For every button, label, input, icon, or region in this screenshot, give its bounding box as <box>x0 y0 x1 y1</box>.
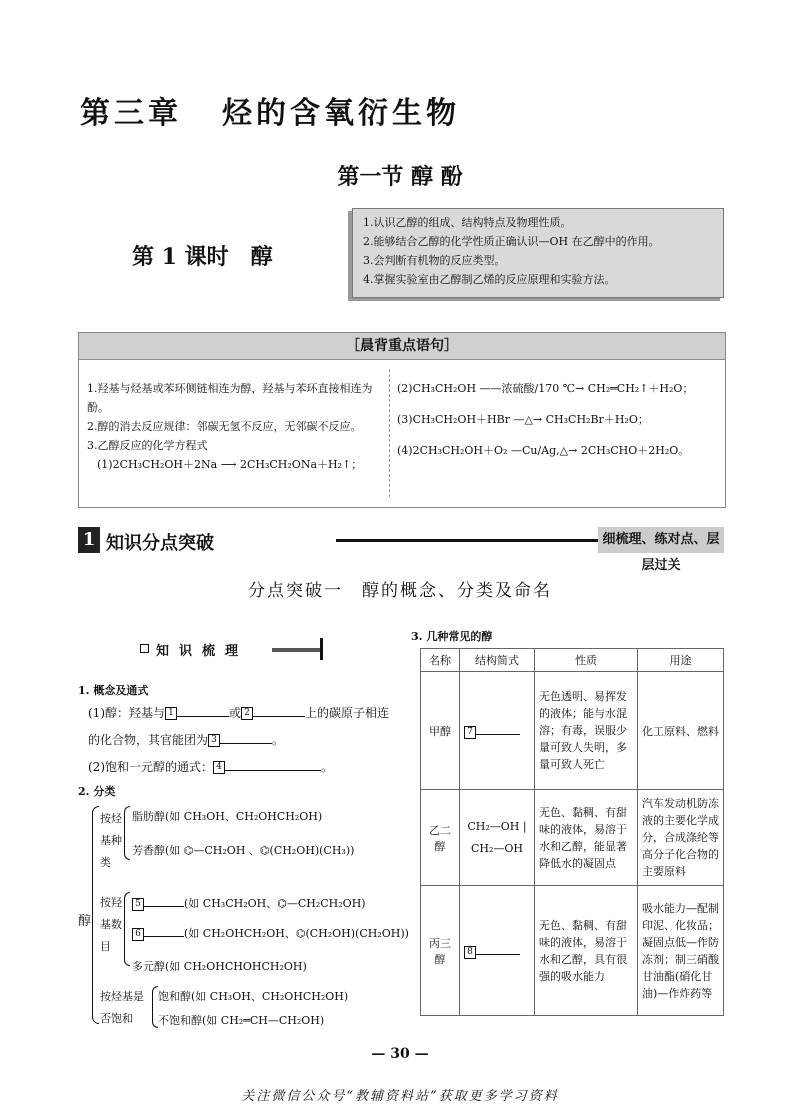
recite-line: 3.乙醇反应的化学方程式 <box>87 439 208 452</box>
tree-item: 饱和醇(如 CH₃OH、CH₂OHCH₂OH) <box>158 990 349 1003</box>
text: 上的碳原子相连 <box>305 706 390 720</box>
cell-prop: 无色透明、易挥发的液体；能与水混溶；有毒，误服少量可致人失明，多量可致人死亡 <box>535 672 638 790</box>
classification-tree <box>78 800 408 1045</box>
blank-number: 3 <box>208 734 220 747</box>
lesson-title: 第 1 课时 醇 <box>132 244 273 270</box>
text: 或 <box>229 706 242 720</box>
table-heading: 3. 几种常见的醇 <box>411 630 493 643</box>
text: (如 CH₂OHCH₂OH、⌬(CH₂OH)(CH₂OH)) <box>184 927 409 940</box>
square-icon <box>140 644 149 653</box>
cell-name: 乙二醇 <box>421 790 460 886</box>
tree-item: 芳香醇(如 ⌬—CH₂OH 、⌬(CH₂OH)(CH₃)) <box>132 844 355 857</box>
col-header: 性质 <box>535 649 638 672</box>
recite-line: 2.醇的消去反应规律：邻碳无氢不反应，无邻碳不反应。 <box>87 420 362 433</box>
answer-blank[interactable] <box>225 758 321 771</box>
text: 的化合物，其官能团为 <box>88 733 209 747</box>
alcohol-table <box>420 648 724 1016</box>
brace <box>124 806 130 860</box>
blank-number: 7 <box>464 726 476 739</box>
tree-root: 醇 <box>78 914 92 929</box>
answer-blank[interactable] <box>144 924 184 937</box>
concept-line-1 <box>88 700 404 727</box>
table-row <box>421 672 724 790</box>
equation: (3)CH₃CH₂OH＋HBr —△→ CH₃CH₂Br＋H₂O； <box>397 413 649 426</box>
text: 。 <box>272 733 285 747</box>
recite-line: (1)2CH₃CH₂OH＋2Na ⟶ 2CH₃CH₂ONa＋H₂↑； <box>97 458 363 471</box>
kb-rule <box>272 648 320 652</box>
blank-number: 2 <box>241 707 253 720</box>
chapter-name: 烃的含氧衍生物 <box>222 96 460 131</box>
cell-use: 化工原料、燃料 <box>638 672 724 790</box>
classify-heading: 2. 分类 <box>78 785 116 798</box>
tree-item: 脂肪醇(如 CH₃OH、CH₂OHCH₂OH) <box>132 810 323 823</box>
equation: (4)2CH₃CH₂OH＋O₂ —Cu/Ag,△→ 2CH₃CHO＋2H₂O。 <box>397 444 690 457</box>
group-label: 按羟基数目 <box>100 896 122 953</box>
table-header-row <box>421 649 724 672</box>
divider <box>389 369 390 497</box>
cell-struct <box>460 886 535 1016</box>
tree-item <box>132 894 366 911</box>
blank-number: 6 <box>132 928 144 941</box>
answer-blank[interactable] <box>476 942 520 955</box>
chapter-label: 第三章 <box>80 96 182 131</box>
cell-name: 丙三醇 <box>421 886 460 1016</box>
goal-item: 4.掌握实验室由乙醇制乙烯的反应原理和实验方法。 <box>363 273 616 286</box>
equation: (2)CH₃CH₂OH ——浓硫酸/170 ℃→ CH₂═CH₂↑＋H₂O； <box>397 382 694 395</box>
answer-blank[interactable] <box>177 704 229 717</box>
cell-prop: 无色、黏稠、有甜味的液体，易溶于水和乙醇，能显著降低水的凝固点 <box>535 790 638 886</box>
tree-item: 不饱和醇(如 CH₂═CH—CH₂OH) <box>158 1014 325 1027</box>
cell-use: 汽车发动机防冻液的主要化学成分，合成涤纶等高分子化合物的主要原料 <box>638 790 724 886</box>
banner-title: 知识分点突破 <box>106 533 214 554</box>
col-header: 结构简式 <box>460 649 535 672</box>
tree-item <box>132 924 409 941</box>
cell-struct: CH₂—OH | CH₂—OH <box>460 790 535 886</box>
recite-left <box>87 379 387 474</box>
recite-right <box>397 379 717 460</box>
kb-title: 知识梳理 <box>156 644 249 659</box>
recite-line: 1.羟基与烃基或苯环侧链相连为醇，羟基与苯环直接相连为酚。 <box>87 382 373 414</box>
text: (1)醇：羟基与 <box>88 706 165 720</box>
text: 。 <box>321 760 334 774</box>
kb-bar <box>320 638 323 660</box>
cell-use: 吸水能力—配制印泥、化妆品；凝固点低—作防冻剂；制三硝酸甘油酯(硝化甘油)—作炸药等 <box>638 886 724 1016</box>
recite-title: ［晨背重点语句］ <box>79 333 725 360</box>
answer-blank[interactable] <box>476 722 520 735</box>
brace <box>124 892 130 966</box>
learning-goals <box>352 208 724 298</box>
concept-body <box>88 700 404 781</box>
table-row <box>421 790 724 886</box>
concept-heading: 1. 概念及通式 <box>78 684 149 697</box>
concept-line-2 <box>88 727 404 754</box>
answer-blank[interactable] <box>220 731 272 744</box>
answer-blank[interactable] <box>253 704 305 717</box>
banner-tagline: 细梳理、练对点、层层过关 <box>598 527 724 553</box>
blank-number: 1 <box>165 707 177 720</box>
table-row <box>421 886 724 1016</box>
subsection-title: 分点突破一 醇的概念、分类及命名 <box>248 581 552 601</box>
concept-line-3 <box>88 754 404 781</box>
tree-item: 多元醇(如 CH₂OHCHOHCH₂OH) <box>132 960 307 973</box>
section-banner <box>78 527 724 573</box>
col-header: 用途 <box>638 649 724 672</box>
chapter-title <box>80 88 460 132</box>
page-number: — 30 — <box>371 1046 429 1062</box>
col-header: 名称 <box>421 649 460 672</box>
footer-note: 关注微信公众号“教辅资料站”获取更多学习资料 <box>241 1089 559 1104</box>
blank-number: 4 <box>213 761 225 774</box>
cell-name: 甲醇 <box>421 672 460 790</box>
text: (如 CH₃CH₂OH、⌬—CH₂CH₂OH) <box>184 897 366 910</box>
group-label: 按烃基种类 <box>100 812 122 869</box>
cell-struct <box>460 672 535 790</box>
cell-prop: 无色、黏稠、有甜味的液体，易溶于水和乙醇，具有很强的吸水能力 <box>535 886 638 1016</box>
banner-number: 1 <box>78 527 100 553</box>
blank-number: 5 <box>132 898 144 911</box>
group-label: 按烃基是否饱和 <box>100 990 144 1025</box>
recite-box <box>78 332 726 508</box>
blank-number: 8 <box>464 946 476 959</box>
answer-blank[interactable] <box>144 894 184 907</box>
brace <box>92 806 99 1024</box>
section-title: 第一节 醇 酚 <box>337 164 463 190</box>
text: (2)饱和一元醇的通式： <box>88 760 213 774</box>
goal-item: 3.会判断有机物的反应类型。 <box>363 254 506 267</box>
goal-item: 2.能够结合乙醇的化学性质正确认识—OH 在乙醇中的作用。 <box>363 235 660 248</box>
banner-rule <box>336 539 598 542</box>
goal-item: 1.认识乙醇的组成、结构特点及物理性质。 <box>363 216 572 229</box>
